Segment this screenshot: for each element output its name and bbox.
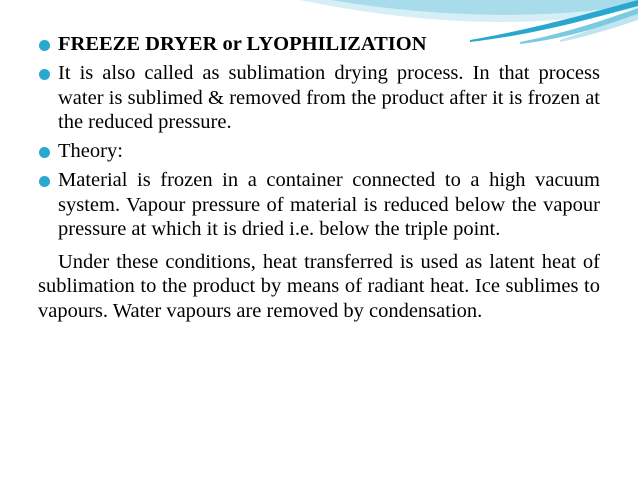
bullet-item-theory [38, 139, 600, 164]
slide-content [38, 32, 600, 323]
bullet-icon [39, 176, 50, 187]
bullet-text: It is also called as sublimation drying process. In that process water is sublimed & removed from the product after it is frozen at the reduced pressure. [58, 62, 600, 133]
bullet-item-definition [38, 61, 600, 135]
bullet-icon [39, 40, 50, 51]
slide-title-text: FREEZE DRYER or LYOPHILIZATION [58, 33, 427, 55]
body-paragraph: Under these conditions, heat transferred is used as latent heat of sublimation to the product by means of radiant heat. Ice sublimes to vapours. Water vapours are removed by condensation. [38, 250, 600, 322]
slide-title [38, 32, 600, 57]
bullet-text: Material is frozen in a container connected to a high vacuum system. Vapour pressure of material is reduced below the vapour pressure at which it is dried i.e. below the triple point. [58, 169, 600, 240]
bullet-item-material [38, 168, 600, 242]
bullet-text: Theory: [58, 140, 123, 162]
bullet-icon [39, 69, 50, 80]
bullet-icon [39, 147, 50, 158]
